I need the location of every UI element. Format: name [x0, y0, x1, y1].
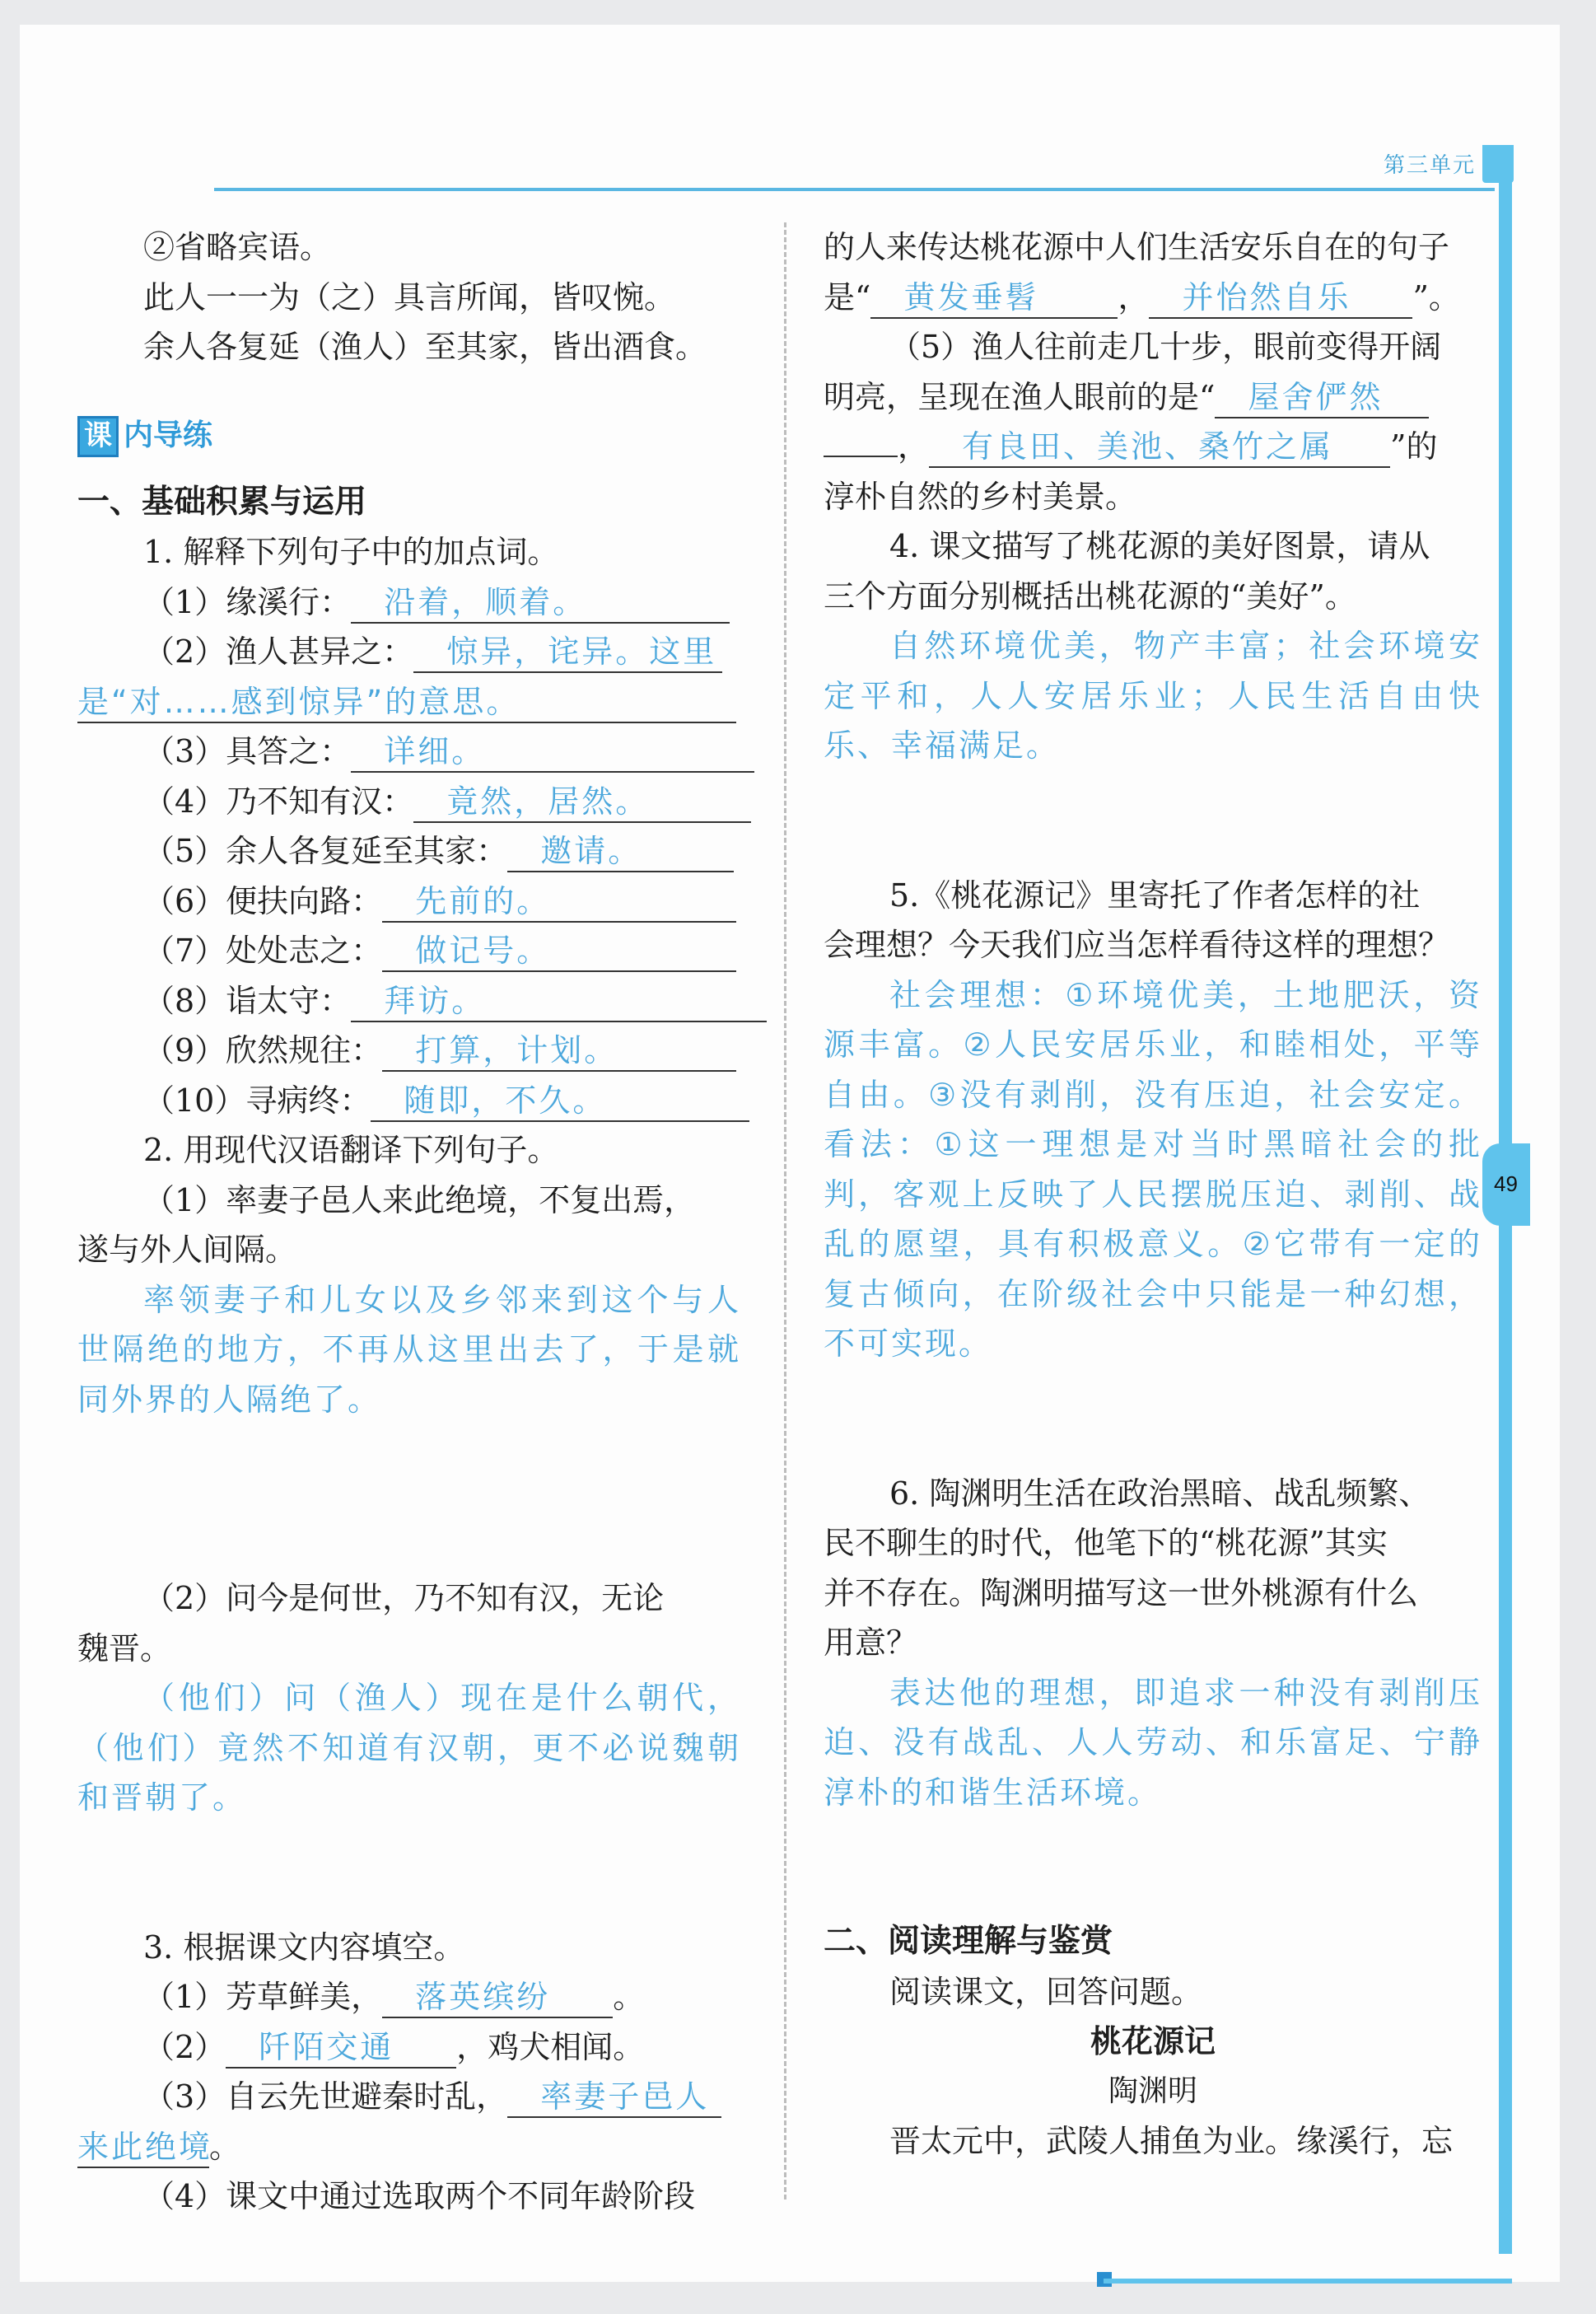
- q4-answer: 自然环境优美，物产丰富；社会环境安定平和，人人安居乐业；人民生活自由快乐、幸福满足。: [824, 628, 1482, 764]
- answer-text: 做记号。: [415, 933, 551, 969]
- section-title: 二、阅读理解与鉴赏: [824, 1923, 1113, 1960]
- answer-space: [77, 1823, 741, 1923]
- fill-item: [77, 2072, 741, 2122]
- answer-text: 详细。: [384, 733, 486, 769]
- item-text: （4）乃不知有汉：: [143, 783, 414, 820]
- passage-author: 陶渊明: [1108, 2073, 1197, 2108]
- q1-item: [77, 1026, 741, 1076]
- answer-blank: [929, 427, 1390, 468]
- answer-text: 惊异，诧异。这里: [446, 633, 717, 670]
- answer-blank: [351, 582, 730, 624]
- fill-item: [824, 372, 1482, 423]
- answer-blank: [413, 632, 722, 673]
- sentence-line: （1）率妻子邑人来此绝境，不复出焉，: [143, 1181, 696, 1218]
- fill-item: [77, 1972, 741, 2022]
- fill-item: （4）课文中通过选取两个不同年龄阶段: [143, 2178, 696, 2214]
- answer-blank: [77, 682, 736, 723]
- item-text: 是“: [824, 278, 871, 316]
- section-title: 一、基础积累与运用: [77, 483, 367, 521]
- passage-title: 桃花源记: [1090, 2023, 1216, 2059]
- item-text: ”的: [1390, 428, 1438, 465]
- answer-text: 阡陌交通: [259, 2028, 394, 2065]
- question-line: 4. 课文描写了桃花源的美好图景，请从: [889, 528, 1430, 564]
- answer-blank: [371, 1081, 749, 1122]
- answer-text: 沿着，顺着。: [384, 583, 587, 620]
- item-text: 。: [209, 2128, 241, 2165]
- question-line: 三个方面分别概括出桃花源的“美好”。: [824, 577, 1356, 615]
- left-column: [77, 222, 741, 2222]
- item-text: （8）诣太守：: [143, 982, 352, 1019]
- instruction: 阅读课文，回答问题。: [889, 1973, 1203, 2010]
- item-text: ，: [898, 428, 930, 465]
- item-text: （9）欣然规往：: [143, 1032, 383, 1068]
- answer-blank: [1215, 377, 1429, 418]
- fill-item: [824, 273, 1482, 323]
- answer-space: [824, 1369, 1482, 1469]
- answer-text: 落英缤纷: [415, 1979, 551, 2015]
- item-text: （2）: [143, 2028, 226, 2065]
- item-text: （2）渔人甚异之：: [143, 633, 414, 670]
- right-column: [824, 222, 1482, 2167]
- item-text: （3）自云先世避秦时乱，: [143, 2078, 508, 2115]
- q1-item-cont: [77, 677, 741, 727]
- item-text: ，鸡犬相闻。: [456, 2028, 645, 2065]
- question-stem: 1. 解释下列句子中的加点词。: [143, 534, 559, 570]
- sentence-line: （2）问今是何世，乃不知有汉，无论: [143, 1580, 665, 1616]
- module-icon: 课: [77, 416, 119, 457]
- column-divider: [784, 222, 786, 2199]
- module-heading: [77, 412, 741, 461]
- answer-blank: [351, 732, 754, 773]
- q1-item: [77, 627, 741, 677]
- fill-item-cont: [77, 2122, 741, 2172]
- q5-answer: 社会理想：①环境优美，土地肥沃，资源丰富。②人民安居乐业，和睦相处，平等自由。③没有剥削，没有压迫，社会安定。看法：①这一理想是对当时黑暗社会的批判，客观上反映了人民摆脱压迫、剥削、战乱的愿望，具有积极意义。②它带有一定的复古倾向，在阶级社会中只能是一种幻想，不可实现。: [824, 976, 1482, 1362]
- page-number: 49: [1494, 1171, 1518, 1196]
- intro-line: 此人一一为（之）具言所闻，皆叹惋。: [143, 278, 676, 316]
- item-text: （7）处处志之：: [143, 933, 383, 969]
- question-stem: 3. 根据课文内容填空。: [143, 1928, 465, 1966]
- answer-text: 并怡然自乐: [1182, 278, 1351, 316]
- question-line: 6. 陶渊明生活在政治黑暗、战乱频繁、: [889, 1475, 1430, 1512]
- answer-blank: [351, 981, 767, 1022]
- answer-text: 来此绝境: [77, 2128, 213, 2165]
- q1-item: [77, 976, 741, 1026]
- fill-item-cont: [824, 422, 1482, 472]
- q1-item: [77, 577, 741, 628]
- answer-space: [824, 1817, 1482, 1917]
- answer-space: [824, 771, 1482, 871]
- fill-item: [77, 2022, 741, 2073]
- answer-blank: [77, 2127, 213, 2168]
- answer-text: 先前的。: [415, 882, 551, 919]
- answer-blank: [382, 881, 736, 923]
- sentence-line: 遂与外人间隔。: [77, 1232, 297, 1268]
- q1-item: [77, 777, 741, 827]
- item-text: （10）寻病终：: [143, 1082, 371, 1119]
- question-stem: 2. 用现代汉语翻译下列句子。: [143, 1132, 559, 1168]
- translation-answer: 率领妻子和儿女以及乡邻来到这个与人世隔绝的地方，不再从这里出去了，于是就同外界的人隔绝了。: [77, 1281, 741, 1418]
- q1-item: [77, 826, 741, 877]
- item-text: （1）缘溪行：: [143, 583, 352, 620]
- answer-text: 屋舍俨然: [1248, 378, 1384, 415]
- answer-blank: [382, 1977, 613, 2018]
- answer-blank: [1149, 278, 1412, 319]
- intro-line: 余人各复延（渔人）至其家，皆出酒食。: [143, 329, 707, 365]
- answer-blank: [382, 931, 736, 972]
- intro-line: ②省略宾语。: [143, 229, 332, 265]
- q6-answer: 表达他的理想，即追求一种没有剥削压迫、没有战乱、人人劳动、和乐富足、宁静淳朴的和谐生活环境。: [824, 1674, 1482, 1811]
- q1-item: [77, 1076, 741, 1126]
- answer-text: 打算，计划。: [415, 1032, 618, 1068]
- q1-item: [77, 877, 741, 927]
- question-line: 民不聊生的时代，他笔下的“桃花源”其实: [824, 1525, 1388, 1561]
- module-label: 内导练: [124, 418, 213, 453]
- question-line: 并不存在。陶渊明描写这一世外桃源有什么: [824, 1574, 1419, 1611]
- answer-text: 竟然，居然。: [446, 783, 650, 820]
- question-line: （5）渔人往前走几十步，眼前变得开阔: [889, 329, 1442, 365]
- answer-space: [77, 1424, 741, 1573]
- item-text: ”。: [1412, 278, 1460, 316]
- item-text: （3）具答之：: [143, 733, 352, 769]
- item-text: ，: [1118, 278, 1150, 316]
- sentence-line: 魏晋。: [77, 1629, 172, 1667]
- translation-answer: （他们）问（渔人）现在是什么朝代，（他们）竟然不知道有汉朝，更不必说魏朝和晋朝了。: [77, 1680, 741, 1816]
- item-text: 明亮，呈现在渔人眼前的是“: [824, 378, 1216, 415]
- answer-blank: [507, 831, 734, 872]
- answer-blank: [382, 1031, 736, 1072]
- answer-text: 邀请。: [540, 833, 642, 869]
- answer-text: 黄发垂髫: [903, 278, 1039, 316]
- item-text: 。: [613, 1979, 645, 2015]
- question-line: 的人来传达桃花源中人们生活安乐自在的句子: [824, 229, 1450, 265]
- item-text: （1）芳草鲜美，: [143, 1979, 383, 2015]
- item-text: （5）余人各复延至其家：: [143, 833, 508, 869]
- answer-text: 率妻子邑人: [540, 2078, 710, 2115]
- unit-label: 第三单元: [1384, 153, 1477, 178]
- q1-item: [77, 727, 741, 777]
- question-line: 淳朴自然的乡村美景。: [824, 478, 1137, 515]
- header-rule: [214, 188, 1495, 191]
- passage-text: 晋太元中，武陵人捕鱼为业。缘溪行，忘: [889, 2123, 1454, 2159]
- answer-blank: [507, 2077, 721, 2118]
- answer-blank: [824, 456, 898, 457]
- answer-text: 随即，不久。: [404, 1082, 607, 1119]
- footer-rule: [1104, 2279, 1512, 2284]
- answer-blank: [413, 782, 751, 823]
- item-text: （6）便扶向路：: [143, 882, 383, 919]
- question-line: 会理想？今天我们应当怎样看待这样的理想？: [824, 927, 1450, 963]
- question-line: 5.《桃花源记》里寄托了作者怎样的社: [889, 877, 1421, 914]
- answer-blank: [226, 2027, 456, 2069]
- answer-blank: [870, 278, 1118, 319]
- answer-text: 是“对……感到惊异”的意思。: [77, 683, 520, 720]
- answer-text: 拜访。: [384, 982, 486, 1019]
- q1-item: [77, 926, 741, 976]
- question-line: 用意？: [824, 1624, 918, 1661]
- answer-text: 有良田、美池、桑竹之属: [962, 428, 1334, 465]
